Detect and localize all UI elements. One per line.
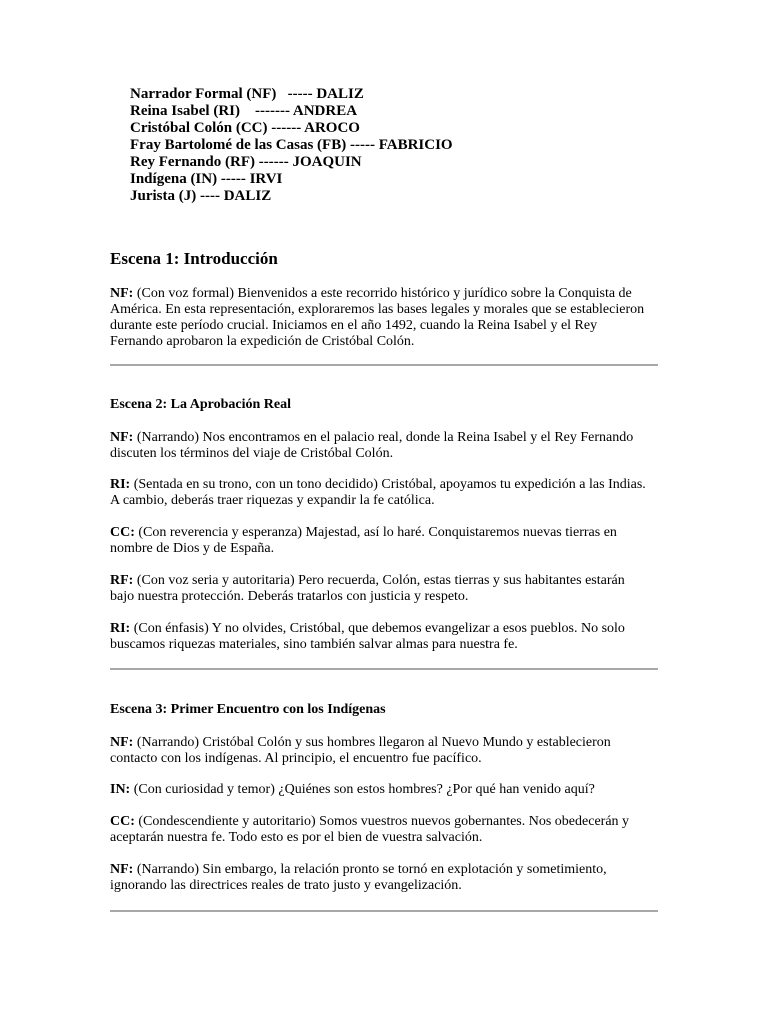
cast-item: Cristóbal Colón (CC) ------ AROCO — [130, 120, 360, 136]
dialogue-text: (Con reverencia y esperanza) Majestad, así lo haré. Conquistaremos nuevas tierras en nombre de Dios y de España. — [110, 525, 617, 556]
cast-item: Fray Bartolomé de las Casas (FB) ----- FABRICIO — [130, 137, 453, 153]
speaker-label: NF: — [110, 286, 134, 301]
cast-list — [130, 86, 453, 205]
cast-item: Rey Fernando (RF) ------ JOAQUIN — [130, 154, 362, 170]
dialogue-line — [110, 525, 650, 557]
speaker-label: NF: — [110, 430, 134, 445]
dialogue-text: (Narrando) Cristóbal Colón y sus hombres llegaron al Nuevo Mundo y establecieron contacto con los indígenas. Al principio, el encuentro fue pacífico. — [110, 735, 611, 766]
speaker-label: NF: — [110, 862, 134, 877]
cast-item: Indígena (IN) ----- IRVI — [130, 171, 283, 187]
dialogue-text: (Narrando) Nos encontramos en el palacio real, donde la Reina Isabel y el Rey Fernando discuten los términos del viaje de Cristóbal Colón. — [110, 430, 634, 461]
cast-item: Narrador Formal (NF) ----- DALIZ — [130, 86, 364, 102]
dialogue-text: (Sentada en su trono, con un tono decidido) Cristóbal, apoyamos tu expedición a las Indias. A cambio, deberás traer riquezas y expandir la fe católica. — [110, 477, 646, 508]
speaker-label: RF: — [110, 573, 134, 588]
dialogue-line — [110, 862, 650, 894]
dialogue-line — [110, 573, 650, 605]
dialogue-text: (Condescendiente y autoritario) Somos vuestros nuevos gobernantes. Nos obedecerán y aceptarán nuestra fe. Todo esto es por el bien de vuestra salvación. — [110, 814, 630, 845]
dialogue-line — [110, 286, 650, 350]
dialogue-text: (Con énfasis) Y no olvides, Cristóbal, que debemos evangelizar a esos pueblos. No solo buscamos riquezas materiales, sino también salvar almas para nuestra fe. — [110, 621, 625, 652]
cast-item: Reina Isabel (RI) ------- ANDREA — [130, 103, 358, 119]
scene-3-title: Escena 3: Primer Encuentro con los Indígenas — [110, 702, 386, 717]
divider — [110, 910, 658, 912]
speaker-label: CC: — [110, 525, 135, 540]
speaker-label: RI: — [110, 477, 131, 492]
divider — [110, 364, 658, 366]
divider — [110, 668, 658, 670]
cast-item: Jurista (J) ---- DALIZ — [130, 188, 272, 204]
speaker-label: RI: — [110, 621, 131, 636]
speaker-label: NF: — [110, 735, 134, 750]
dialogue-line — [110, 735, 650, 767]
scene-2-title: Escena 2: La Aprobación Real — [110, 397, 291, 412]
dialogue-line — [110, 621, 650, 653]
dialogue-line — [110, 814, 650, 846]
dialogue-text: (Narrando) Sin embargo, la relación pronto se tornó en explotación y sometimiento, ignorando las directrices reales de trato justo y evangelización. — [110, 862, 607, 893]
speaker-label: CC: — [110, 814, 135, 829]
scene-1-title: Escena 1: Introducción — [110, 249, 278, 268]
dialogue-text: (Con voz seria y autoritaria) Pero recuerda, Colón, estas tierras y sus habitantes estarán bajo nuestra protección. Deberás tratarlos con justicia y respeto. — [110, 573, 625, 604]
dialogue-text: (Con voz formal) Bienvenidos a este recorrido histórico y jurídico sobre la Conquista de América. En esta representación, exploraremos las bases legales y morales que se establecieron durante este período crucial. Iniciamos en el año 1492, cuando la Reina Isabel y el Rey Fernando aprobaron la expedición de Cristóbal Colón. — [110, 286, 645, 349]
dialogue-line — [110, 477, 650, 509]
speaker-label: IN: — [110, 782, 131, 797]
dialogue-line — [110, 782, 650, 798]
dialogue-line — [110, 430, 650, 462]
dialogue-text: (Con curiosidad y temor) ¿Quiénes son estos hombres? ¿Por qué han venido aquí? — [130, 782, 595, 797]
